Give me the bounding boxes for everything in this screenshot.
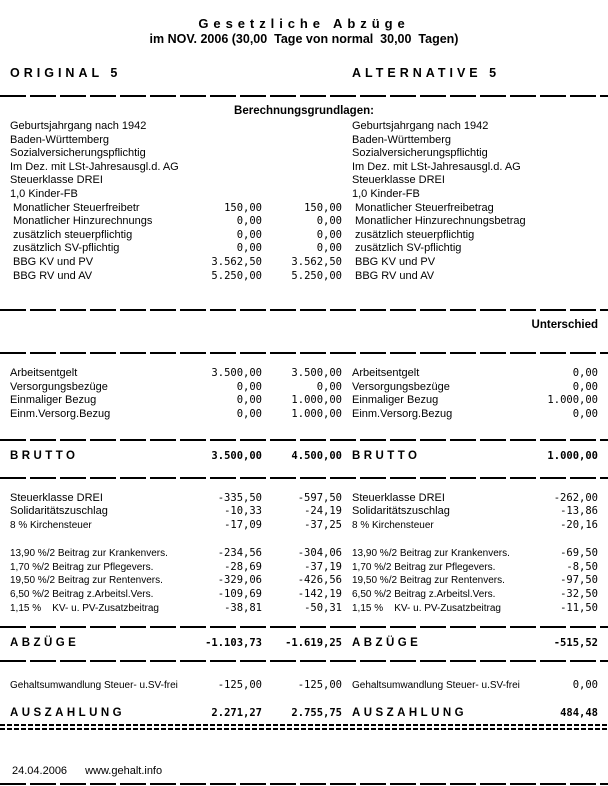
value-original: 0,00: [236, 380, 262, 393]
column-headers: [10, 66, 598, 80]
value-alternative: 1.000,00: [291, 407, 342, 420]
grundlagen-value-row: [10, 242, 598, 256]
row-label-right: 1,0 Kinder-FB: [352, 187, 420, 200]
row-label-right: BBG RV und AV: [355, 269, 435, 282]
row-label-left: 1,0 Kinder-FB: [10, 187, 78, 200]
unterschied-column-header: Unterschied: [531, 319, 598, 332]
document-subtitle: im NOV. 2006 (30,00 Tage von normal 30,00 Tagen): [149, 32, 459, 46]
brutto-label-left: BRUTTO: [10, 449, 79, 462]
value-original: -109,69: [217, 588, 262, 601]
row-label-right: Steuerklasse DREI: [352, 491, 445, 504]
berechnungsgrundlagen-section: [10, 120, 598, 283]
value-unterschied: -515,52: [553, 637, 598, 650]
value-alternative: 4.500,00: [291, 449, 342, 462]
row-label-left: Einmaliger Bezug: [10, 394, 97, 407]
row-label-right: Geburtsjahrgang nach 1942: [352, 120, 489, 132]
row-label-left: Einm.Versorg.Bezug: [10, 407, 111, 420]
grundlagen-info-row: [10, 161, 598, 175]
steuern-section: [10, 492, 598, 533]
row-label-left: 6,50 %/2 Beitrag z.Arbeitsl.Vers.: [10, 589, 154, 601]
grundlagen-info-row: [10, 147, 598, 161]
row-label-right: 6,50 %/2 Beitrag z.Arbeitsl.Vers.: [352, 589, 496, 601]
value-unterschied: -97,50: [560, 574, 598, 587]
sozialversicherung-row: [10, 602, 598, 616]
row-label-right: 1,70 %/2 Beitrag zur Pflegevers.: [352, 561, 496, 573]
bottom-edge-line: [0, 783, 608, 785]
value-original: -329,06: [217, 574, 262, 587]
separator-line: [0, 352, 608, 354]
value-unterschied: 484,48: [560, 706, 598, 719]
value-original: -1.103,73: [205, 637, 262, 650]
separator-line: [0, 660, 608, 662]
gehaltsumwandlung-row: [10, 679, 598, 693]
row-label-left: Versorgungsbezüge: [10, 380, 108, 393]
value-original: 3.562,50: [211, 255, 262, 268]
grundlagen-value-row: [10, 215, 598, 229]
row-label-left: Steuerklasse DREI: [10, 491, 103, 504]
row-label-right: Monatlicher Steuerfreibetrag: [355, 201, 494, 214]
value-alternative: 5.250,00: [291, 269, 342, 282]
value-alternative: 3.500,00: [291, 367, 342, 380]
row-label-right: 1,15 % KV- u. PV-Zusatzbeitrag: [352, 602, 501, 614]
value-alternative: -50,31: [304, 601, 342, 614]
value-unterschied: -262,00: [553, 491, 598, 504]
value-original: -234,56: [217, 547, 262, 560]
abzuege-label-right: ABZÜGE: [352, 637, 422, 650]
value-unterschied: -11,50: [560, 601, 598, 614]
value-unterschied: -8,50: [566, 560, 598, 573]
separator-line: [0, 309, 608, 311]
value-alternative: 0,00: [316, 228, 342, 241]
separator-line: [0, 626, 608, 628]
value-original: -28,69: [224, 560, 262, 573]
value-alternative: -304,06: [297, 547, 342, 560]
row-label-right: BBG KV und PV: [355, 255, 436, 268]
value-alternative: 3.562,50: [291, 255, 342, 268]
row-label-left: Monatlicher Hinzurechnungs: [13, 215, 153, 228]
row-label-right: zusätzlich SV-pflichtig: [355, 242, 462, 255]
row-label-right: Baden-Württemberg: [352, 133, 452, 146]
steuer-row: [10, 519, 598, 533]
value-unterschied: -69,50: [560, 547, 598, 560]
row-label-left: zusätzlich steuerpflichtig: [13, 228, 133, 241]
value-unterschied: 0,00: [572, 367, 598, 380]
row-label-left: BBG KV und PV: [13, 255, 94, 268]
grundlagen-value-row: [10, 202, 598, 216]
row-label-right: 8 % Kirchensteuer: [352, 519, 434, 531]
value-original: -17,09: [224, 518, 262, 531]
separator-line: [0, 439, 608, 441]
row-label-left: 1,70 %/2 Beitrag zur Pflegevers.: [10, 561, 154, 573]
footer-date: 24.04.2006: [12, 765, 68, 777]
value-alternative: 0,00: [316, 242, 342, 255]
row-label-right: 13,90 %/2 Beitrag zur Krankenvers.: [352, 548, 510, 560]
value-alternative: -1.619,25: [285, 637, 342, 650]
value-alternative: -426,56: [297, 574, 342, 587]
row-label-left: Gehaltsumwandlung Steuer- u.SV-frei: [10, 680, 178, 692]
alternative-column-header: ALTERNATIVE 5: [352, 66, 501, 80]
value-original: 0,00: [236, 242, 262, 255]
value-original: 0,00: [236, 407, 262, 420]
row-label-left: Im Dez. mit LSt-Jahresausgl.d. AG: [10, 160, 179, 173]
auszahlung-label-left: AUSZAHLUNG: [10, 706, 125, 719]
separator-line: [0, 477, 608, 479]
row-label-left: Steuerklasse DREI: [10, 174, 103, 187]
row-label-right: Steuerklasse DREI: [352, 174, 445, 187]
grundlagen-info-row: [10, 174, 598, 188]
value-original: -10,33: [224, 505, 262, 518]
value-alternative: -142,19: [297, 588, 342, 601]
bezuege-row: [10, 367, 598, 381]
value-original: -335,50: [217, 491, 262, 504]
value-original: 150,00: [224, 201, 262, 214]
abzuege-row: [10, 633, 598, 654]
row-label-right: Monatlicher Hinzurechnungsbetrag: [355, 215, 526, 228]
bezuege-row: [10, 408, 598, 422]
row-label-right: Einmaliger Bezug: [352, 394, 439, 407]
value-alternative: 1.000,00: [291, 394, 342, 407]
value-unterschied: 0,00: [572, 407, 598, 420]
row-label-right: Versorgungsbezüge: [352, 380, 450, 393]
row-label-left: Baden-Württemberg: [10, 133, 110, 146]
row-label-right: zusätzlich steuerpflichtig: [355, 228, 475, 241]
value-original: 0,00: [236, 215, 262, 228]
row-label-left: Arbeitsentgelt: [10, 367, 78, 380]
row-label-right: 19,50 %/2 Beitrag zur Rentenvers.: [352, 575, 505, 587]
footer: [12, 765, 162, 777]
value-alternative: -125,00: [297, 679, 342, 692]
value-unterschied: -20,16: [560, 518, 598, 531]
value-alternative: 0,00: [316, 380, 342, 393]
value-original: 0,00: [236, 228, 262, 241]
row-label-left: zusätzlich SV-pflichtig: [13, 242, 120, 255]
separator-line: [0, 95, 608, 97]
sozialversicherung-section: [10, 547, 598, 615]
value-unterschied: -13,86: [560, 505, 598, 518]
grundlagen-info-row: [10, 120, 598, 134]
sozialversicherung-row: [10, 547, 598, 561]
grundlagen-value-row: [10, 229, 598, 243]
row-label-right: Sozialversicherungspflichtig: [352, 147, 488, 160]
value-original: 3.500,00: [211, 449, 262, 462]
value-unterschied: 1.000,00: [547, 394, 598, 407]
sozialversicherung-row: [10, 561, 598, 575]
value-original: 5.250,00: [211, 269, 262, 282]
grundlagen-value-row: [10, 256, 598, 270]
value-alternative: -597,50: [297, 491, 342, 504]
original-column-header: ORIGINAL 5: [10, 66, 122, 80]
row-label-left: 19,50 %/2 Beitrag zur Rentenvers.: [10, 575, 163, 587]
bezuege-row: [10, 394, 598, 408]
row-label-right: Gehaltsumwandlung Steuer- u.SV-frei: [352, 680, 520, 692]
value-alternative: -37,19: [304, 560, 342, 573]
sozialversicherung-row: [10, 588, 598, 602]
auszahlung-label-right: AUSZAHLUNG: [352, 706, 467, 719]
brutto-row: [10, 446, 598, 467]
row-label-left: 1,15 % KV- u. PV-Zusatzbeitrag: [10, 602, 159, 614]
row-label-left: Solidaritätszuschlag: [10, 505, 108, 518]
row-label-left: Monatlicher Steuerfreibetr: [13, 201, 140, 214]
value-alternative: 0,00: [316, 215, 342, 228]
value-alternative: -37,25: [304, 518, 342, 531]
bezuege-row: [10, 381, 598, 395]
value-alternative: 2.755,75: [291, 706, 342, 719]
steuer-row: [10, 492, 598, 506]
abzuege-label-left: ABZÜGE: [10, 637, 80, 650]
sozialversicherung-row: [10, 574, 598, 588]
value-unterschied: 0,00: [572, 679, 598, 692]
row-label-right: Im Dez. mit LSt-Jahresausgl.d. AG: [352, 160, 521, 173]
row-label-left: 13,90 %/2 Beitrag zur Krankenvers.: [10, 548, 168, 560]
double-separator-line: [0, 724, 608, 730]
value-original: 3.500,00: [211, 367, 262, 380]
value-alternative: -24,19: [304, 505, 342, 518]
row-label-right: Einm.Versorg.Bezug: [352, 407, 453, 420]
value-original: -125,00: [217, 679, 262, 692]
steuer-row: [10, 505, 598, 519]
value-original: -38,81: [224, 601, 262, 614]
row-label-left: 8 % Kirchensteuer: [10, 519, 92, 531]
value-unterschied: 1.000,00: [547, 449, 598, 462]
value-alternative: 150,00: [304, 201, 342, 214]
row-label-right: Arbeitsentgelt: [352, 367, 420, 380]
value-unterschied: -32,50: [560, 588, 598, 601]
row-label-left: Geburtsjahrgang nach 1942: [10, 120, 147, 132]
grundlagen-info-row: [10, 188, 598, 202]
grundlagen-value-row: [10, 270, 598, 284]
value-unterschied: 0,00: [572, 380, 598, 393]
row-label-left: BBG RV und AV: [13, 269, 93, 282]
value-original: 0,00: [236, 394, 262, 407]
value-original: 2.271,27: [211, 706, 262, 719]
berechnungsgrundlagen-heading: Berechnungsgrundlagen:: [234, 105, 374, 117]
auszahlung-row: [10, 703, 598, 724]
grundlagen-info-row: [10, 134, 598, 148]
row-label-right: Solidaritätszuschlag: [352, 505, 450, 518]
document-title: Gesetzliche Abzüge: [198, 16, 410, 31]
brutto-label-right: BRUTTO: [352, 449, 421, 462]
footer-website: www.gehalt.info: [85, 765, 163, 777]
bezuege-section: [10, 367, 598, 421]
row-label-left: Sozialversicherungspflichtig: [10, 147, 146, 160]
